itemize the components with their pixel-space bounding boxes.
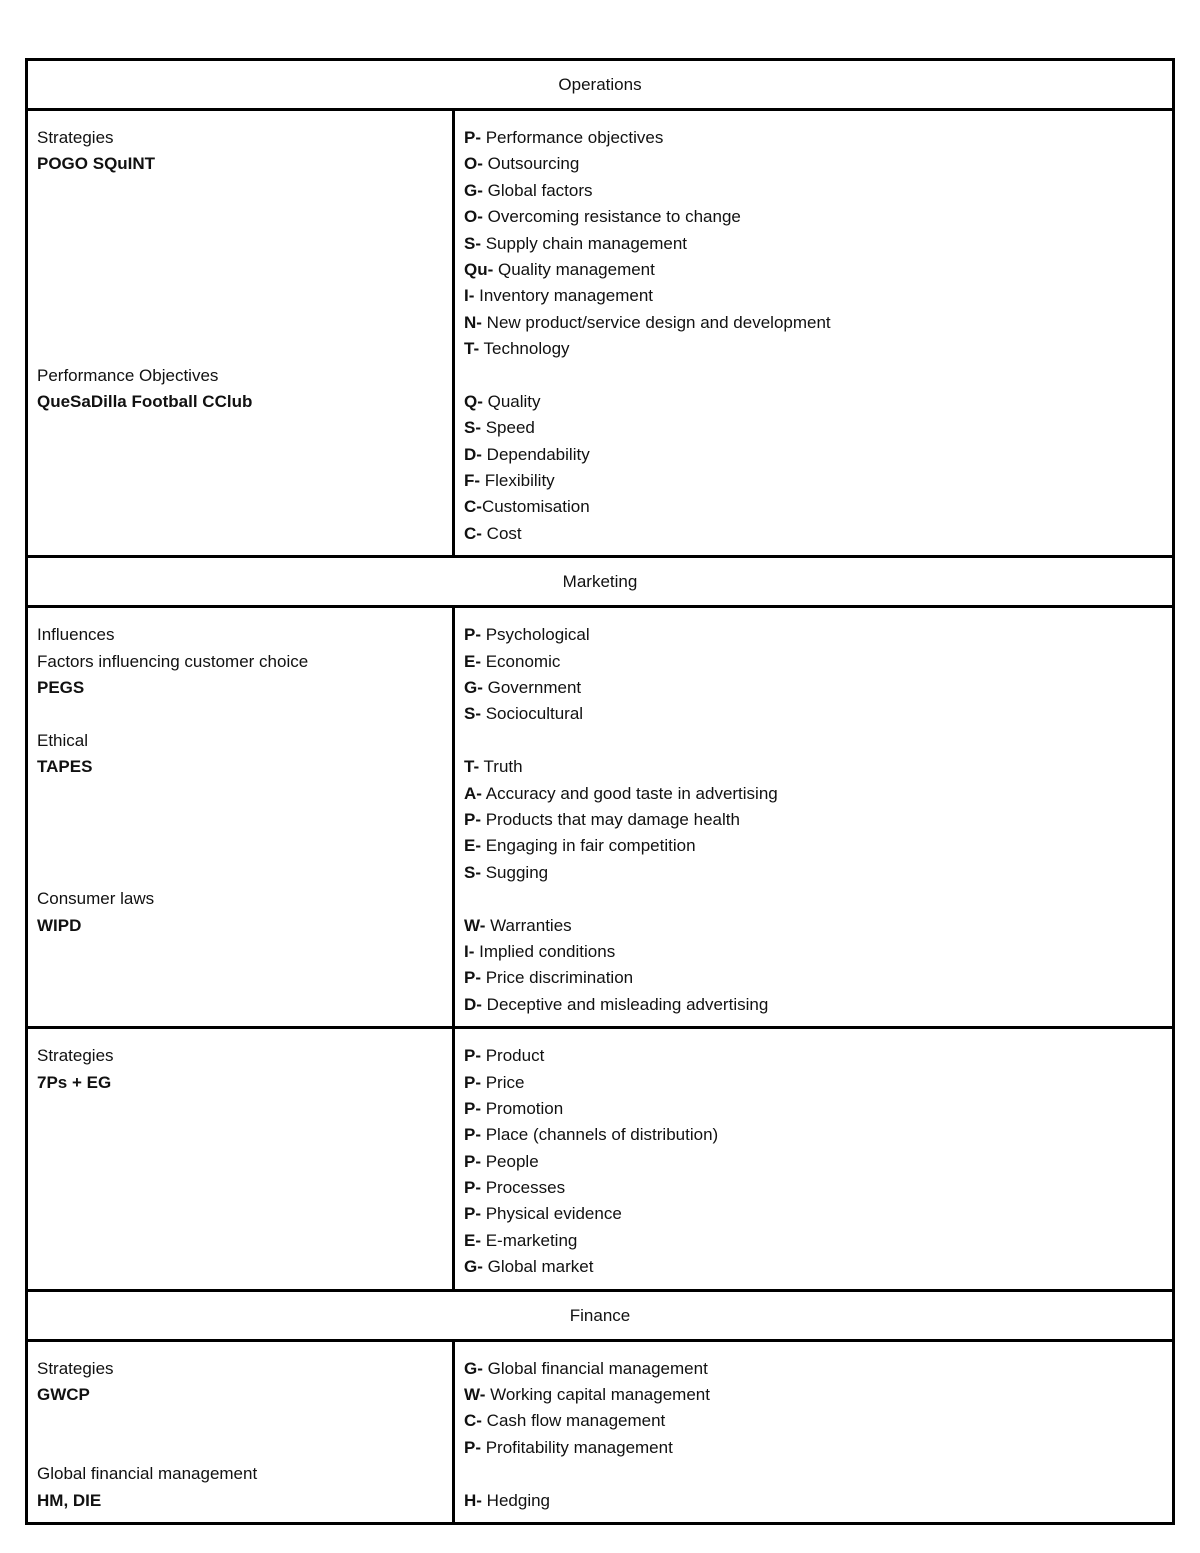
list-item (464, 494, 1172, 520)
item-key: S- (464, 704, 481, 724)
item-text: Implied conditions (474, 941, 616, 961)
mnemonic-code: POGO SQuINT (37, 154, 156, 174)
item-key: S- (464, 418, 481, 438)
list-item (464, 1096, 1172, 1122)
list-item (464, 622, 1172, 648)
list-item (464, 231, 1172, 257)
list-item (464, 1408, 1172, 1434)
item-key: P- (464, 1046, 481, 1066)
item-text: Processes (481, 1178, 566, 1198)
item-key: P- (464, 968, 481, 988)
list-item (464, 389, 1172, 415)
item-key: I- (464, 941, 475, 961)
item-key: H- (464, 1490, 482, 1510)
item-key: P- (464, 1098, 481, 1118)
section-header-marketing: Marketing (28, 558, 1172, 608)
list-item (464, 415, 1172, 441)
item-text: Cost (481, 523, 522, 543)
mnemonic-code: GWCP (37, 1385, 90, 1405)
list-item (464, 204, 1172, 230)
mnemonic-code: WIPD (37, 915, 82, 935)
item-key: P- (464, 1151, 481, 1171)
list-item (464, 675, 1172, 701)
finance-left-cell (28, 1342, 455, 1522)
item-key: G- (464, 1358, 483, 1378)
list-item (464, 1382, 1172, 1408)
item-text: Global financial management (482, 1358, 708, 1378)
item-text: Physical evidence (481, 1204, 622, 1224)
list-item (464, 992, 1172, 1018)
operations-right-cell (455, 111, 1172, 555)
list-item (464, 310, 1172, 336)
item-text: Sociocultural (481, 704, 584, 724)
item-key: P- (464, 1204, 481, 1224)
item-text: Inventory management (474, 286, 653, 306)
list-item (464, 178, 1172, 204)
item-text: Engaging in fair competition (481, 836, 696, 856)
item-text: Working capital management (485, 1385, 710, 1405)
marketing-left-cell (28, 608, 455, 1026)
marketing-right-cell (455, 608, 1172, 1026)
item-key: T- (464, 339, 480, 359)
list-item (464, 442, 1172, 468)
list-item (464, 1175, 1172, 1201)
marketing-row-strategies (28, 1029, 1172, 1292)
list-item (464, 1043, 1172, 1069)
item-text: Products that may damage health (481, 809, 740, 829)
mnemonic-code: PEGS (37, 678, 85, 698)
item-key: O- (464, 154, 483, 174)
item-key: P- (464, 1072, 481, 1092)
item-text: Deceptive and misleading advertising (481, 994, 769, 1014)
marketing-row-influences (28, 608, 1172, 1029)
item-text: People (481, 1151, 539, 1171)
item-text: Hedging (481, 1490, 551, 1510)
section-header-finance: Finance (28, 1292, 1172, 1342)
list-item (464, 283, 1172, 309)
item-text: Promotion (481, 1098, 564, 1118)
item-text: Flexibility (480, 471, 555, 491)
item-key: W- (464, 915, 486, 935)
item-text: Quality (482, 391, 541, 411)
item-key: W- (464, 1385, 486, 1405)
list-item (464, 1435, 1172, 1461)
list-item (464, 781, 1172, 807)
cell-sublabel: Factors influencing customer choice (37, 651, 309, 671)
item-key: Qu- (464, 259, 494, 279)
finance-row (28, 1342, 1172, 1522)
list-item (464, 257, 1172, 283)
item-text: Government (482, 678, 582, 698)
item-key: C- (464, 497, 482, 517)
item-key: Q- (464, 391, 483, 411)
item-text: Overcoming resistance to change (482, 207, 741, 227)
item-text: Supply chain management (481, 233, 688, 253)
summary-table (25, 58, 1175, 1525)
mnemonic-code: TAPES (37, 757, 93, 777)
list-item (464, 1070, 1172, 1096)
list-item (464, 1122, 1172, 1148)
item-key: P- (464, 1178, 481, 1198)
item-text: E-marketing (481, 1230, 578, 1250)
cell-label: Strategies (37, 1358, 114, 1378)
item-key: P- (464, 1125, 481, 1145)
list-item (464, 965, 1172, 991)
item-text: Warranties (485, 915, 572, 935)
item-key: A- (464, 783, 482, 803)
list-item (464, 336, 1172, 362)
item-text: Economic (481, 651, 561, 671)
list-item (464, 468, 1172, 494)
item-text: Speed (481, 418, 535, 438)
item-key: C- (464, 523, 482, 543)
list-item (464, 1488, 1172, 1514)
item-key: O- (464, 207, 483, 227)
item-key: D- (464, 994, 482, 1014)
list-item (464, 521, 1172, 547)
item-text: Psychological (481, 625, 590, 645)
item-key: S- (464, 862, 481, 882)
list-item (464, 807, 1172, 833)
cell-label: Consumer laws (37, 889, 155, 909)
list-item (464, 151, 1172, 177)
list-item (464, 125, 1172, 151)
item-text: Cash flow management (481, 1411, 666, 1431)
operations-left-cell (28, 111, 455, 555)
item-text: Outsourcing (482, 154, 580, 174)
list-item (464, 1228, 1172, 1254)
cell-label: Strategies (37, 128, 114, 147)
cell-label: Ethical (37, 730, 89, 750)
item-key: G- (464, 1257, 483, 1277)
cell-label: Performance Objectives (37, 365, 219, 385)
item-key: P- (464, 1437, 481, 1457)
item-key: N- (464, 312, 482, 332)
item-text: Truth (479, 757, 523, 777)
item-key: I- (464, 286, 475, 306)
list-item (464, 833, 1172, 859)
item-text: Place (channels of distribution) (481, 1125, 719, 1145)
item-text: Global market (482, 1257, 594, 1277)
item-text: Product (481, 1046, 545, 1066)
item-key: E- (464, 836, 481, 856)
finance-right-cell (455, 1342, 1172, 1522)
item-key: G- (464, 180, 483, 200)
list-item (464, 1356, 1172, 1382)
list-item (464, 754, 1172, 780)
item-text: Customisation (481, 497, 590, 517)
item-text: New product/service design and development (481, 312, 831, 332)
list-item (464, 649, 1172, 675)
item-key: S- (464, 233, 481, 253)
item-text: Profitability management (481, 1437, 673, 1457)
item-key: T- (464, 757, 480, 777)
cell-label: Strategies (37, 1046, 114, 1066)
item-text: Dependability (481, 444, 590, 464)
list-item (464, 939, 1172, 965)
list-item (464, 913, 1172, 939)
item-text: Accuracy and good taste in advertising (481, 783, 778, 803)
item-key: D- (464, 444, 482, 464)
item-text: Global factors (482, 180, 593, 200)
marketing-strategies-right-cell (455, 1029, 1172, 1289)
item-key: F- (464, 471, 481, 491)
item-key: P- (464, 809, 481, 829)
cell-label: Influences (37, 625, 115, 645)
item-key: P- (464, 625, 481, 645)
item-key: C- (464, 1411, 482, 1431)
item-text: Quality management (493, 259, 655, 279)
item-text: Sugging (481, 862, 549, 882)
list-item (464, 1254, 1172, 1280)
item-text: Technology (479, 339, 570, 359)
mnemonic-code: 7Ps + EG (37, 1072, 112, 1092)
list-item (464, 701, 1172, 727)
list-item (464, 860, 1172, 886)
mnemonic-code: HM, DIE (37, 1490, 102, 1510)
item-key: E- (464, 651, 481, 671)
list-item (464, 1201, 1172, 1227)
item-text: Performance objectives (481, 128, 664, 147)
cell-label: Global financial management (37, 1464, 258, 1484)
section-header-operations: Operations (28, 61, 1172, 111)
item-text: Price (481, 1072, 525, 1092)
marketing-strategies-left-cell (28, 1029, 455, 1289)
operations-row (28, 111, 1172, 558)
item-key: E- (464, 1230, 481, 1250)
item-text: Price discrimination (481, 968, 634, 988)
list-item (464, 1149, 1172, 1175)
item-key: G- (464, 678, 483, 698)
mnemonic-code: QueSaDilla Football CClub (37, 391, 253, 411)
item-key: P- (464, 128, 481, 147)
